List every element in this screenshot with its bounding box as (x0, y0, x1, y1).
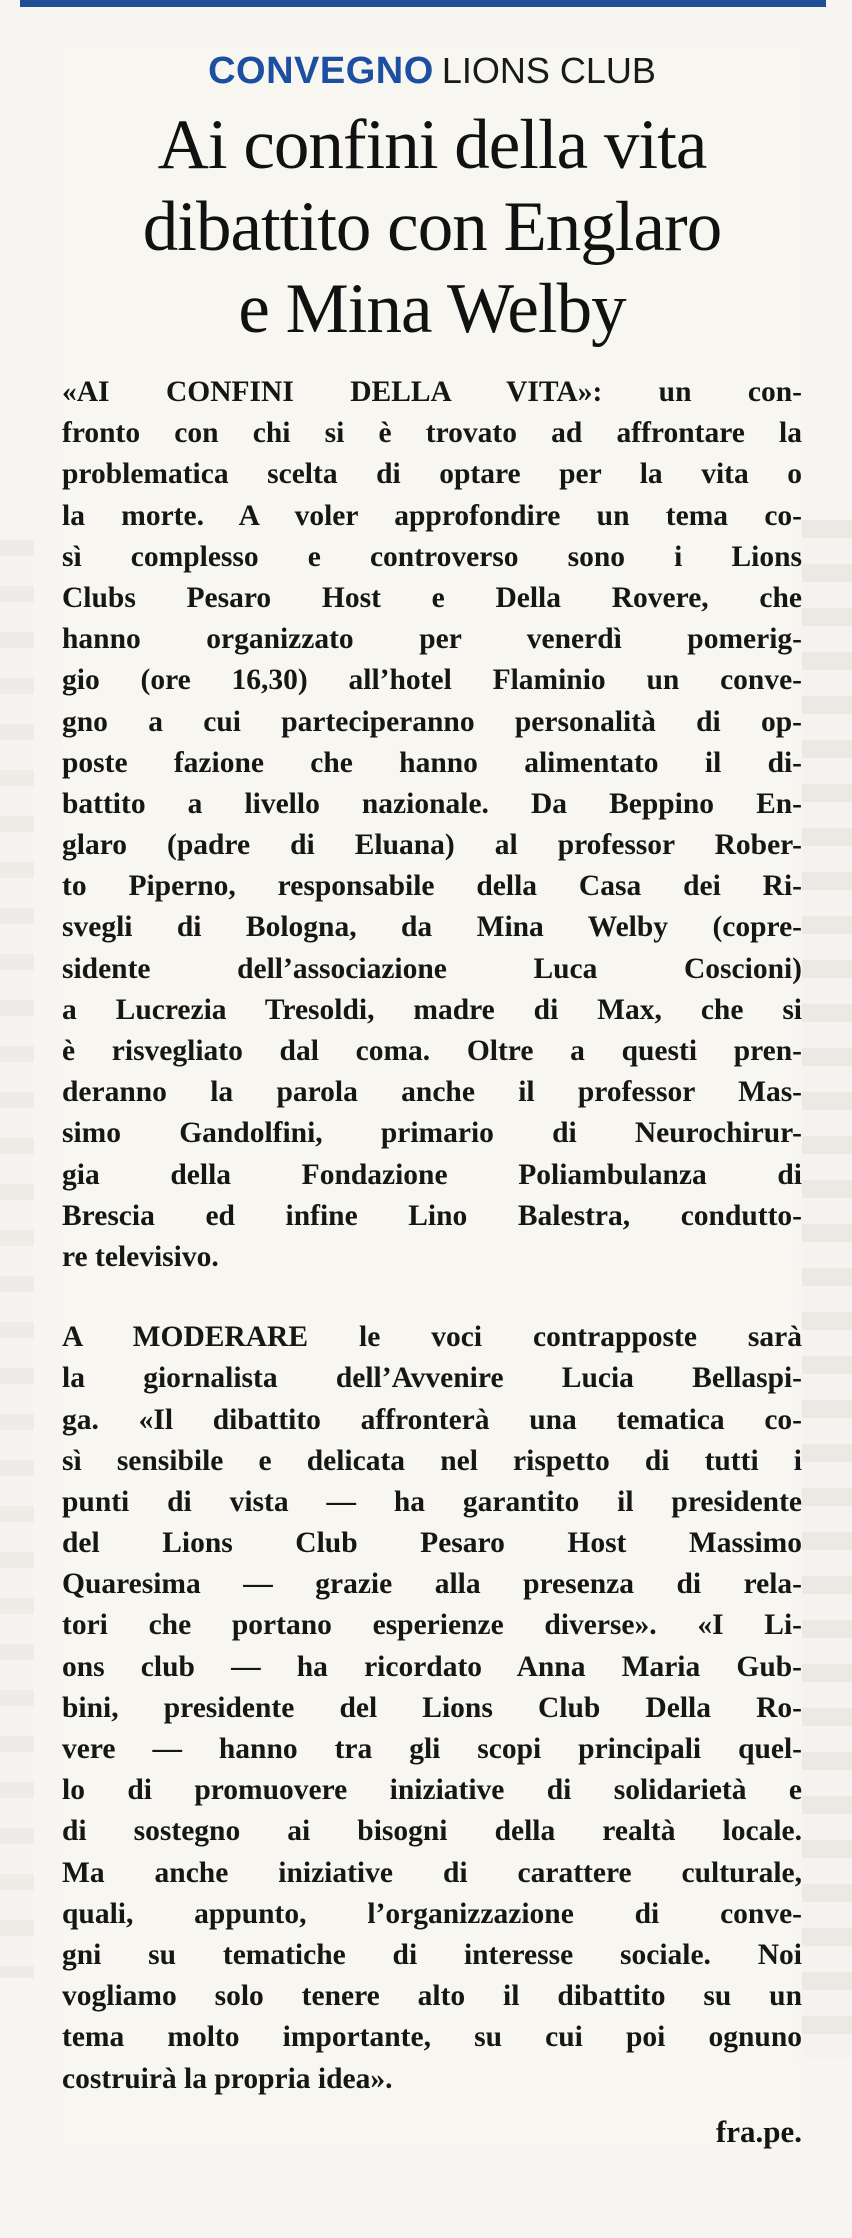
body-line: del Lions Club Pesaro Host Massimo (62, 1527, 802, 1560)
body-line: re televisivo. (62, 1240, 219, 1273)
headline-line: e Mina Welby (238, 270, 626, 348)
body-line: «AI CONFINI DELLA VITA»: un con- (62, 376, 802, 408)
body-line: vere — hanno tra gli scopi principali quel- (62, 1733, 802, 1765)
body-line: Clubs Pesaro Host e Della Rovere, che (62, 581, 802, 614)
body-line: ga. «Il dibattito affronterà una tematica co- (62, 1403, 802, 1436)
body-line: ons club — ha ricordato Anna Maria Gub- (62, 1650, 802, 1683)
body-line: problematica scelta di optare per la vita o (62, 458, 802, 491)
paragraph-2 (62, 1317, 802, 2100)
top-color-rule (20, 0, 826, 7)
body-line: sidente dell’associazione Luca Coscioni) (62, 952, 802, 985)
body-line: poste fazione che hanno alimentato il di- (62, 746, 802, 779)
paragraph-gap (62, 1278, 802, 1317)
body-line: A MODERARE le voci contrapposte sarà (62, 1321, 802, 1354)
body-line: battito a livello nazionale. Da Beppino En- (62, 787, 802, 820)
body-line: hanno organizzato per venerdì pomerig- (62, 623, 802, 656)
paragraph-1 (62, 372, 802, 1278)
body-line: to Piperno, responsabile della Casa dei Ri- (62, 870, 802, 903)
body-line: gno a cui parteciperanno personalità di op- (62, 705, 802, 738)
bleed-through-column-left (0, 540, 34, 1978)
kicker (62, 46, 802, 96)
body-line: lo di promuovere iniziative di solidarietà e (62, 1774, 802, 1807)
kicker-label: CONVEGNO (208, 50, 434, 92)
article-body (62, 372, 802, 2100)
body-line: quali, appunto, l’organizzazione di conve- (62, 1897, 802, 1930)
body-line: sì sensibile e delicata nel rispetto di tutti i (62, 1444, 802, 1477)
body-line: punti di vista — ha garantito il presidente (62, 1485, 802, 1518)
body-line: gia della Fondazione Poliambulanza di (62, 1158, 802, 1191)
body-line: deranno la parola anche il professor Mas- (62, 1076, 802, 1109)
body-line: svegli di Bologna, da Mina Welby (copre- (62, 911, 802, 944)
body-line: gio (ore 16,30) all’hotel Flaminio un conve- (62, 664, 802, 697)
byline: fra.pe. (715, 2113, 802, 2149)
body-line: vogliamo solo tenere alto il dibattito su un (62, 1980, 802, 2013)
body-line: la morte. A voler approfondire un tema co- (62, 499, 802, 532)
body-line: glaro (padre di Eluana) al professor Rober- (62, 829, 802, 862)
body-line: tori che portano esperienze diverse». «I Li- (62, 1609, 802, 1642)
body-line: Ma anche iniziative di carattere culturale, (62, 1856, 802, 1889)
body-line: è risvegliato dal coma. Oltre a questi pren- (62, 1035, 802, 1067)
headline (62, 104, 802, 350)
body-line: sì complesso e controverso sono i Lions (62, 540, 802, 573)
body-line: Brescia ed infine Lino Balestra, condutto- (62, 1199, 802, 1232)
body-line: bini, presidente del Lions Club Della Ro- (62, 1691, 802, 1724)
body-line: simo Gandolfini, primario di Neurochirur- (62, 1117, 802, 1150)
headline-line: Ai confini della vita (157, 106, 707, 184)
body-line: costruirà la propria idea». (62, 2062, 393, 2095)
kicker-topic: LIONS CLUB (441, 50, 656, 91)
body-line: tema molto importante, su cui poi ognuno (62, 2021, 802, 2054)
article (62, 42, 802, 2150)
body-line: fronto con chi si è trovato ad affrontare la (62, 417, 802, 450)
body-line: di sostegno ai bisogni della realtà locale. (62, 1815, 802, 1848)
body-line: la giornalista dell’Avvenire Lucia Bellaspi- (62, 1362, 802, 1395)
body-line: gni su tematiche di interesse sociale. Noi (62, 1938, 802, 1971)
body-line: Quaresima — grazie alla presenza di rela- (62, 1568, 802, 1601)
headline-line: dibattito con Englaro (142, 188, 722, 266)
body-line: a Lucrezia Tresoldi, madre di Max, che si (62, 993, 802, 1026)
